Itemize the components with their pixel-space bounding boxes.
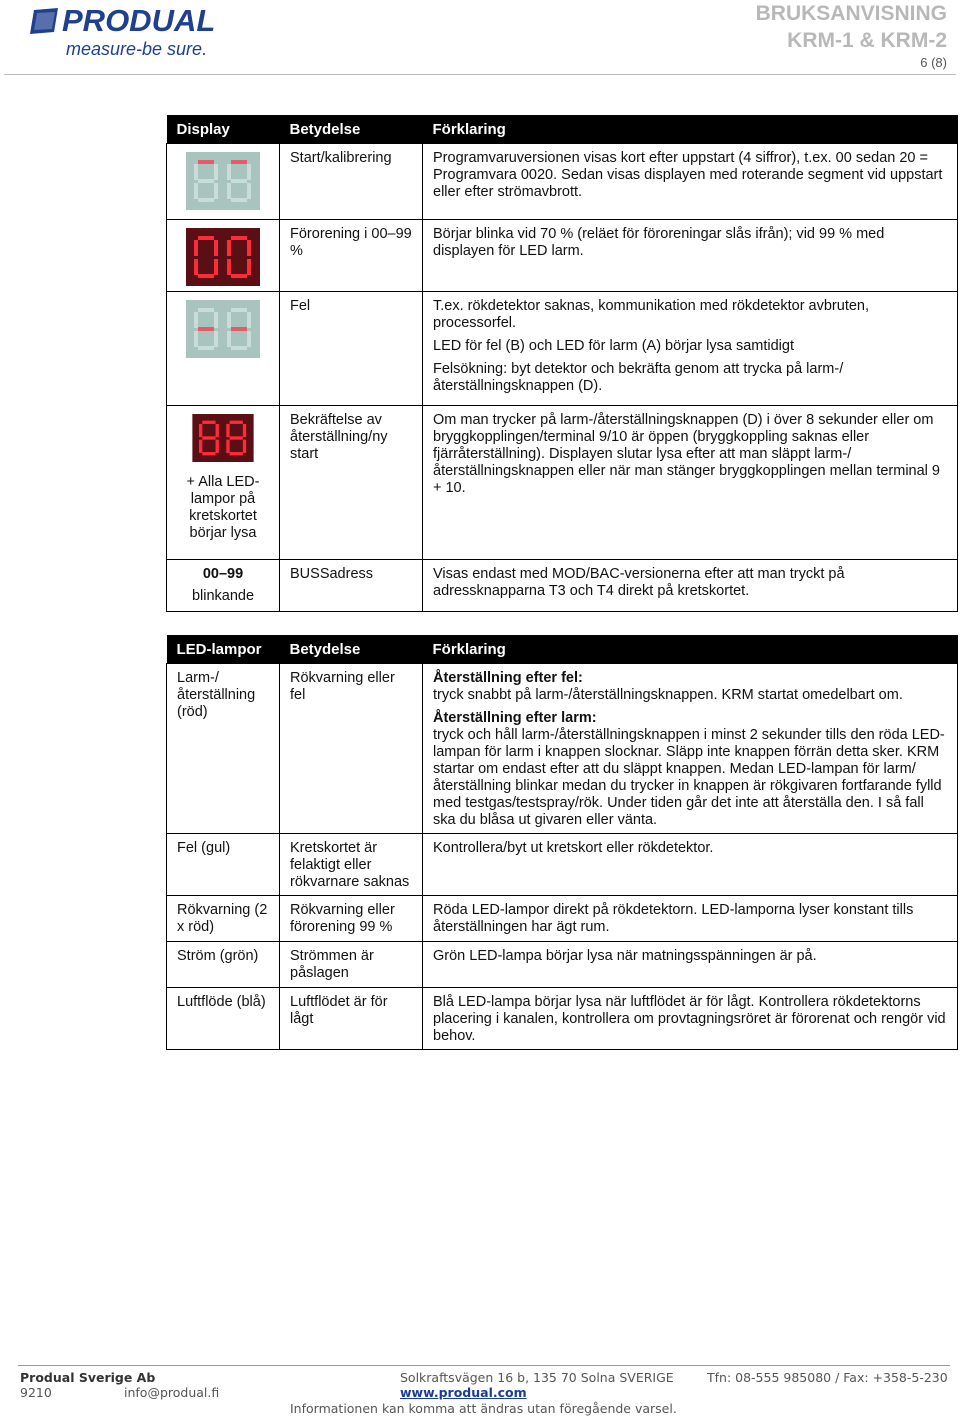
explanation-cell: Grön LED-lampa börjar lysa när matningsspänningen är på. bbox=[423, 942, 958, 988]
col-explanation: Förklaring bbox=[423, 635, 958, 664]
meaning-cell: BUSSadress bbox=[280, 560, 423, 612]
meaning-cell: Fel bbox=[280, 292, 423, 406]
page-number: 6 (8) bbox=[920, 55, 947, 70]
col-display: Display bbox=[167, 115, 280, 144]
doc-product: KRM-1 & KRM-2 bbox=[787, 29, 947, 52]
meaning-cell: Rökvarning eller fel bbox=[280, 664, 423, 834]
footer-divider bbox=[18, 1365, 950, 1366]
explanation-cell: Blå LED-lampa börjar lysa när luftflödet är för lågt. Kontrollera rökdetektorns placering i kanalen, kontrollera om provtagningsröret är förorenat och rengör vid behov. bbox=[423, 988, 958, 1050]
doc-title: BRUKSANVISNING bbox=[755, 2, 947, 25]
col-led: LED-lampor bbox=[167, 635, 280, 664]
display-extra-text: + Alla LED-lampor på kretskortet börjar lysa bbox=[186, 474, 260, 541]
display-blinking: blinkande bbox=[191, 588, 255, 604]
footer-phone: Tfn: 08-555 985080 / Fax: +358-5-230 bbox=[707, 1370, 948, 1385]
display-dashes-icon bbox=[186, 300, 260, 358]
meaning-cell: Luftflödet är för lågt bbox=[280, 988, 423, 1050]
table-row bbox=[167, 664, 958, 834]
explanation-cell: Om man trycker på larm-/återställningsknappen (D) i över 8 sekunder eller om bryggkopplingen/terminal 9/10 är öppen (bryggkoppling saknas eller fjärråterställning). Displayen slutar lysa efter att man släppt larm-/återställningsknappen eller när man stänger bryggkopplingen mellan terminal 9 + 10. bbox=[423, 406, 958, 560]
display-cell bbox=[167, 220, 280, 292]
logo-mark-icon bbox=[30, 8, 58, 34]
led-cell: Fel (gul) bbox=[167, 834, 280, 896]
footer-company: Produal Sverige Ab bbox=[20, 1370, 156, 1385]
display-cell bbox=[167, 292, 280, 406]
display-table bbox=[166, 115, 958, 612]
footer-postcode: 9210 bbox=[20, 1385, 52, 1400]
meaning-cell: Förorening i 00–99 % bbox=[280, 220, 423, 292]
col-meaning: Betydelse bbox=[280, 635, 423, 664]
table-row bbox=[167, 406, 958, 560]
table-row bbox=[167, 560, 958, 612]
table-row bbox=[167, 896, 958, 942]
table-row bbox=[167, 144, 958, 220]
display-cell bbox=[167, 406, 280, 560]
display-00-icon bbox=[186, 228, 260, 286]
explanation-cell: Återställning efter fel: tryck snabbt på larm-/återställningsknappen. KRM startat omedelbart om. Återställning efter larm: tryck och håll larm-/återställningsknappen i minst 2 sekunder tills den röda LED-lampan för larm i knappen slocknar. Släpp inte knappen förrän detta sker. KRM startar om endast efter att du släppt knappen. Medan LED-lampan för larm/återställning blinkar medan du trycker in knappen är rökgivaren fortfarande fylld med testgas/testspray/rök. Under tiden går det inte att återställa den. I så fall ska du blåsa ut givaren eller vänta. bbox=[423, 664, 958, 834]
display-cell bbox=[167, 560, 280, 612]
table-row bbox=[167, 834, 958, 896]
led-table bbox=[166, 635, 958, 1050]
table-row bbox=[167, 942, 958, 988]
col-explanation: Förklaring bbox=[423, 115, 958, 144]
explanation-cell: Kontrollera/byt ut kretskort eller rökdetektor. bbox=[423, 834, 958, 896]
explanation-cell: Börjar blinka vid 70 % (reläet för föroreningar slås ifrån); vid 99 % med displayen för LED larm. bbox=[423, 220, 958, 292]
explanation-cell: Visas endast med MOD/BAC-versionerna efter att man tryckt på adressknapparna T3 och T4 direkt på kretskortet. bbox=[423, 560, 958, 612]
led-cell: Larm-/återställning (röd) bbox=[167, 664, 280, 834]
meaning-cell: Rökvarning eller förorening 99 % bbox=[280, 896, 423, 942]
table-header-row bbox=[167, 115, 958, 144]
footer-email: info@produal.fi bbox=[124, 1385, 220, 1400]
table-row bbox=[167, 220, 958, 292]
meaning-cell: Strömmen är påslagen bbox=[280, 942, 423, 988]
table-row bbox=[167, 988, 958, 1050]
table-header-row bbox=[167, 635, 958, 664]
display-range: 00–99 bbox=[202, 566, 244, 582]
svg-text:measure-be sure.: measure-be sure. bbox=[66, 39, 208, 59]
explanation-cell: Röda LED-lampor direkt på rökdetektorn. LED-lamporna lyser konstant tills återställningen har ägt rum. bbox=[423, 896, 958, 942]
display-cell bbox=[167, 144, 280, 220]
col-meaning: Betydelse bbox=[280, 115, 423, 144]
explanation-cell: T.ex. rökdetektor saknas, kommunikation med rökdetektor avbruten, processorfel. LED för fel (B) och LED för larm (A) börjar lysa samtidigt Felsökning: byt detektor och bekräfta genom att trycka på larm-/återställningsknappen (D). bbox=[423, 292, 958, 406]
footer-note: Informationen kan komma att ändras utan föregående varsel. bbox=[290, 1401, 677, 1416]
produal-logo bbox=[30, 2, 270, 62]
svg-text:PRODUAL: PRODUAL bbox=[62, 3, 216, 38]
meaning-cell: Bekräftelse av återställning/ny start bbox=[280, 406, 423, 560]
footer-address: Solkraftsvägen 16 b, 135 70 Solna SVERIGE bbox=[400, 1370, 674, 1385]
header-divider bbox=[4, 74, 956, 75]
document-header bbox=[756, 0, 947, 72]
display-88-icon bbox=[187, 414, 259, 462]
led-cell: Rökvarning (2 x röd) bbox=[167, 896, 280, 942]
meaning-cell: Start/kalibrering bbox=[280, 144, 423, 220]
table-row bbox=[167, 292, 958, 406]
display-dim-icon bbox=[186, 152, 260, 210]
meaning-cell: Kretskortet är felaktigt eller rökvarnare saknas bbox=[280, 834, 423, 896]
footer-website-link[interactable]: www.produal.com bbox=[400, 1385, 527, 1400]
led-cell: Ström (grön) bbox=[167, 942, 280, 988]
explanation-cell: Programvaruversionen visas kort efter uppstart (4 siffror), t.ex. 00 sedan 20 = Programvara 0020. Sedan visas displayen med roterande segment vid uppstart eller efter strömavbrott. bbox=[423, 144, 958, 220]
led-cell: Luftflöde (blå) bbox=[167, 988, 280, 1050]
